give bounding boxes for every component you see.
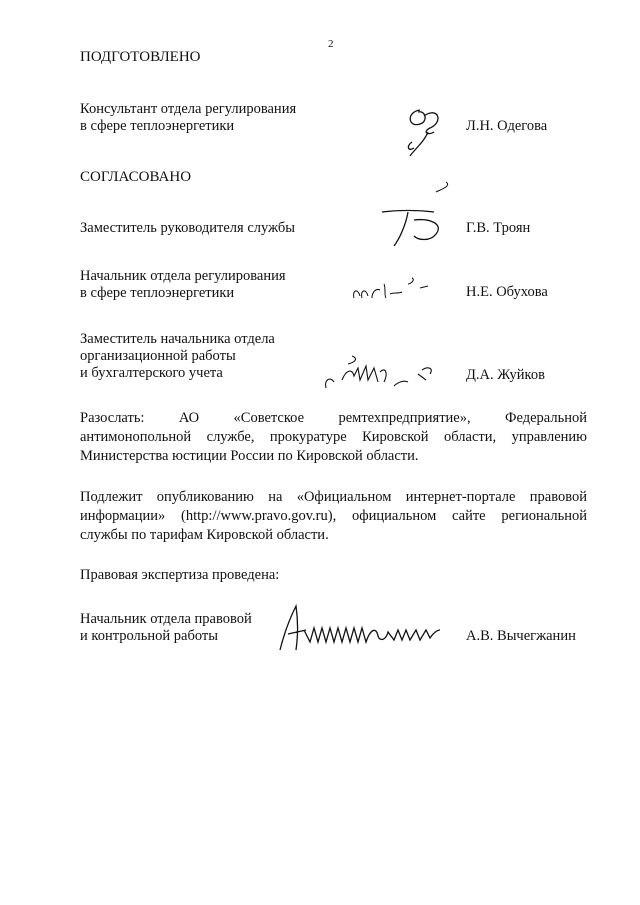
- signer-3-position: [80, 331, 340, 382]
- prepared-position-line: Консультант отдела регулирования: [80, 101, 297, 117]
- page-number: 2: [328, 38, 334, 50]
- signer-position-line: Заместитель начальника отдела: [80, 331, 275, 347]
- signature-odegova: [398, 102, 450, 158]
- publication-line: информации» (http://www.pravo.gov.ru), официальном сайте региональной: [80, 508, 587, 524]
- signer-3-name: Д.А. Жуйков: [466, 367, 545, 383]
- signer-2-position: [80, 268, 340, 302]
- signer-1-name: Г.В. Троян: [466, 220, 531, 236]
- signature-obukhova: [350, 270, 440, 310]
- signer-position-line: Заместитель руководителя службы: [80, 220, 296, 236]
- publication-line: Подлежит опубликованию на «Официальном интернет-портале правовой: [80, 489, 587, 505]
- distribution-line: Разослать: АО «Советское ремтехпредприятие», Федеральной: [80, 410, 587, 426]
- distribution-line: антимонопольной службе, прокуратуре Кировской области, управлению: [80, 429, 587, 445]
- legal-review-position-line: Начальник отдела правовой: [80, 611, 252, 627]
- distribution-line: Министерства юстиции России по Кировской области.: [80, 448, 419, 464]
- prepared-position: [80, 101, 340, 135]
- signature-vychegzhanin: [270, 600, 442, 656]
- prepared-name: Л.Н. Одегова: [466, 118, 548, 134]
- signature-troyan: [378, 180, 468, 252]
- signer-2-name: Н.Е. Обухова: [466, 284, 548, 300]
- legal-review-text: Правовая экспертиза проведена:: [80, 567, 280, 583]
- signer-position-line: в сфере теплоэнергетики: [80, 285, 235, 301]
- prepared-heading: ПОДГОТОВЛЕНО: [80, 49, 201, 65]
- prepared-position-line: в сфере теплоэнергетики: [80, 118, 235, 134]
- signature-zhuykov: [322, 352, 452, 396]
- signer-position-line: Начальник отдела регулирования: [80, 268, 286, 284]
- publication-line: службы по тарифам Кировской области.: [80, 527, 329, 543]
- agreed-heading: СОГЛАСОВАНО: [80, 169, 192, 185]
- distribution-paragraph: [80, 409, 587, 466]
- publication-paragraph: [80, 488, 587, 545]
- legal-review-name: А.В. Вычегжанин: [466, 628, 576, 644]
- signer-position-line: организационной работы: [80, 348, 236, 364]
- signer-1-position: [80, 220, 340, 237]
- signer-position-line: и бухгалтерского учета: [80, 365, 223, 381]
- legal-review-position-line: и контрольной работы: [80, 628, 218, 644]
